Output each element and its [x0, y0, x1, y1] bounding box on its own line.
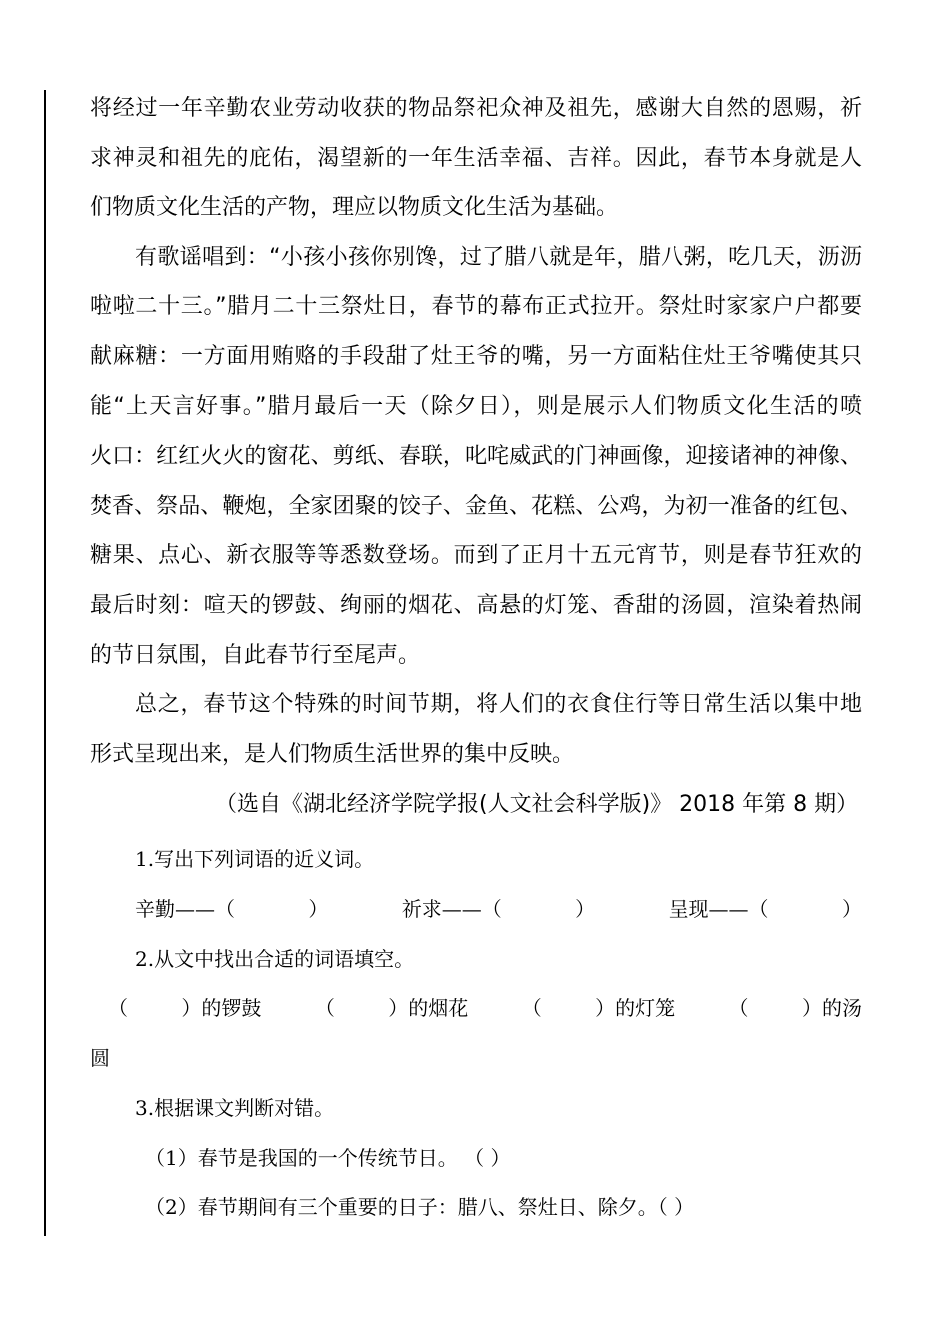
paragraph-2-line: 糖果、点心、新衣服等等悉数登场。而到了正月十五元宵节，则是春节狂欢的 — [90, 543, 862, 568]
paragraph-2-line: 最后时刻：喧天的锣鼓、绚丽的烟花、高悬的灯笼、香甜的汤圆，渲染着热闹 — [90, 593, 862, 618]
question-3-item: （2）春节期间有三个重要的日子：腊八、祭灶日、除夕。（ ） — [145, 1195, 695, 1219]
q2-blank-label: ）的汤 — [801, 996, 862, 1020]
paragraph-2-line: 有歌谣唱到：“小孩小孩你别馋，过了腊八就是年，腊八粥，吃几天，沥沥 — [135, 245, 862, 270]
q1-blank-close: ） — [308, 897, 329, 921]
q2-blank-open: （ — [521, 996, 542, 1020]
q2-blank-open: （ — [314, 996, 335, 1020]
question-1-prompt: 1.写出下列词语的近义词。 — [135, 847, 375, 871]
q2-blank-label: ）的烟花 — [388, 996, 469, 1020]
q1-blank-label: 祈求——（ — [401, 897, 502, 921]
q2-blank-label: ）的锣鼓 — [181, 996, 262, 1020]
q1-blank-close: ） — [841, 897, 862, 921]
paragraph-2-line: 火口：红红火火的窗花、剪纸、春联，叱咤威武的门神画像，迎接诸神的神像、 — [90, 444, 862, 469]
paragraph-2-line: 焚香、祭品、鞭炮，全家团聚的饺子、金鱼、花糕、公鸡，为初一准备的红包、 — [90, 494, 862, 519]
paragraph-1-line: 求神灵和祖先的庇佑，渴望新的一年生活幸福、吉祥。因此，春节本身就是人 — [90, 146, 862, 171]
question-2-blanks — [108, 993, 862, 1023]
q2-blank-open: （ — [728, 996, 749, 1020]
q1-blank-label: 呈现——（ — [668, 897, 769, 921]
paragraph-3-line: 总之，春节这个特殊的时间节期，将人们的衣食住行等日常生活以集中地 — [135, 692, 862, 717]
margin-rule — [44, 90, 46, 1236]
q1-blank-label: 辛勤——（ — [135, 897, 235, 921]
paragraph-2-line: 献麻糖：一方面用贿赂的手段甜了灶王爷的嘴，另一方面粘住灶王爷嘴使其只 — [90, 344, 862, 369]
paragraph-1-line: 们物质文化生活的产物，理应以物质文化生活为基础。 — [90, 195, 619, 220]
source-citation: （选自《湖北经济学院学报(人文社会科学版)》 2018 年第 8 期） — [215, 792, 859, 817]
paragraph-3-line: 形式呈现出来，是人们物质生活世界的集中反映。 — [90, 742, 575, 767]
question-1-blanks — [135, 894, 862, 924]
question-3-prompt: 3.根据课文判断对错。 — [135, 1096, 335, 1120]
paragraph-2-line: 能“上天言好事。”腊月最后一天（除夕日），则是展示人们物质文化生活的喷 — [90, 394, 862, 419]
question-2-prompt: 2.从文中找出合适的词语填空。 — [135, 947, 415, 971]
q2-blank-open: （ — [108, 996, 128, 1020]
q2-blank-label: ）的灯笼 — [595, 996, 676, 1020]
paragraph-2-line: 啦啦二十三。”腊月二十三祭灶日，春节的幕布正式拉开。祭灶时家家户户都要 — [90, 294, 862, 319]
paragraph-1-line: 将经过一年辛勤农业劳动收获的物品祭祀众神及祖先，感谢大自然的恩赐，祈 — [90, 96, 862, 121]
q1-blank-close: ） — [575, 897, 596, 921]
paragraph-2-line: 的节日氛围，自此春节行至尾声。 — [90, 643, 421, 668]
question-2-overflow: 圆 — [90, 1046, 110, 1070]
question-3-item: （1）春节是我国的一个传统节日。 （ ） — [145, 1146, 511, 1170]
